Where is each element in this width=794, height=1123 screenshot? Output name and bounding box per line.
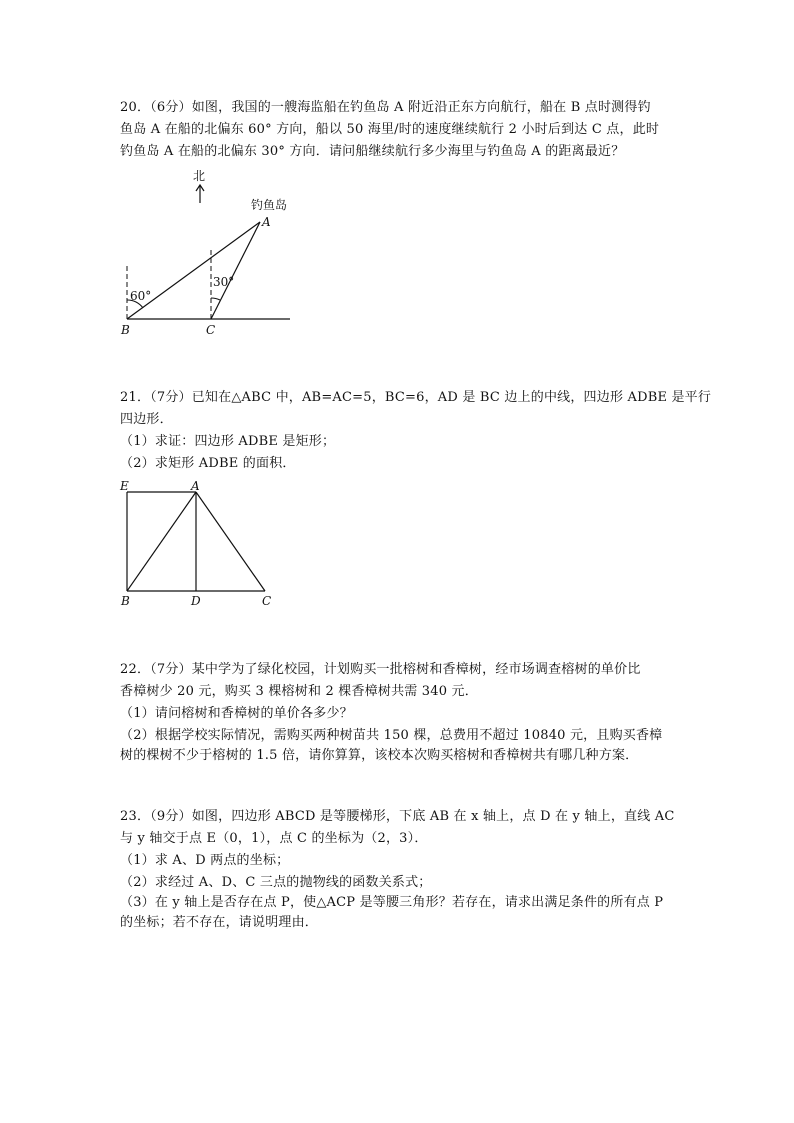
q22-line-3: （1）请问榕树和香樟树的单价各多少？	[120, 706, 353, 721]
q21-line-2: 四边形．	[120, 412, 173, 427]
point-c-label-21: C	[262, 594, 272, 608]
point-a-label: A	[262, 215, 271, 229]
point-b-label: B	[121, 323, 130, 337]
q22-line-1: 22．（7分）某中学为了绿化校园，计划购买一批榕树和香樟树，经市场调查榕树的单价比	[120, 662, 641, 677]
q22-line-2: 香樟树少 20 元，购买 3 棵榕树和 2 棵香樟树共需 340 元．	[120, 684, 478, 699]
point-a-label-21: A	[191, 479, 200, 493]
q23-line-1: 23．（9分）如图，四边形 ABCD 是等腰梯形，下底 AB 在 x 轴上，点 D 在 y 轴上，直线 AC	[120, 809, 675, 824]
point-e-label: E	[120, 479, 129, 493]
angle-30-label: 30°	[213, 275, 235, 289]
segment-ab	[127, 492, 196, 591]
q22-line-4: （2）根据学校实际情况，需购买两种树苗共 150 棵，总费用不超过 10840 元，且购买香樟	[120, 728, 663, 743]
island-label: 钓鱼岛	[251, 198, 288, 212]
point-c-label: C	[206, 323, 216, 337]
north-label: 北	[193, 169, 206, 183]
q21-line-3: （1）求证：四边形 ADBE 是矩形；	[120, 434, 336, 449]
q20-line-1: 20．（6分）如图，我国的一艘海监船在钓鱼岛 A 附近沿正东方向航行，船在 B 点时测得钓	[120, 100, 651, 115]
q23-line-5: （3）在 y 轴上是否存在点 P，使△ACP 是等腰三角形？若存在，请求出满足条件的所有点 P	[120, 895, 664, 910]
q21-line-1: 21．（7分）已知在△ABC 中，AB=AC=5，BC=6，AD 是 BC 边上的中线，四边形 ADBE 是平行	[120, 390, 712, 405]
q22-line-5: 树的棵树不少于榕树的 1.5 倍，请你算算，该校本次购买榕树和香樟树共有哪几种方案．	[120, 748, 639, 763]
q23-line-2: 与 y 轴交于点 E（0，1），点 C 的坐标为（2，3）．	[120, 831, 428, 846]
q21-line-4: （2）求矩形 ADBE 的面积．	[120, 456, 296, 471]
q23-line-6: 的坐标；若不存在，请说明理由．	[120, 915, 319, 930]
q23-line-3: （1）求 A、D 两点的坐标；	[120, 853, 290, 868]
point-d-label: D	[191, 594, 201, 608]
segment-ac	[196, 492, 265, 591]
angle-60-label: 60°	[130, 289, 152, 303]
point-b-label-21: B	[121, 594, 130, 608]
q23-line-4: （2）求经过 A、D、C 三点的抛物线的函数关系式；	[120, 875, 432, 890]
q20-line-3: 钓鱼岛 A 在船的北偏东 30° 方向．请问船继续航行多少海里与钓鱼岛 A 的距离最近？	[120, 144, 625, 159]
q20-line-2: 鱼岛 A 在船的北偏东 60° 方向，船以 50 海里/时的速度继续航行 2 小时后到达 C 点，此时	[120, 122, 660, 137]
